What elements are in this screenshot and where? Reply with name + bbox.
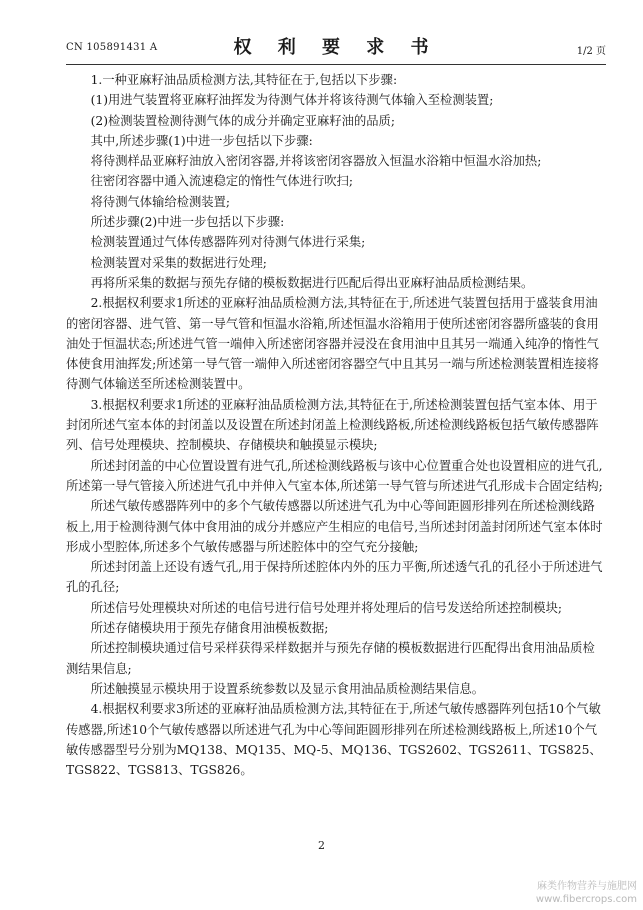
watermark-line-1: 麻类作物营养与施肥网 [537,881,637,892]
patent-number: CN 105891431 A [66,42,158,53]
claim-paragraph: 所述控制模块通过信号采样获得采样数据并与预先存储的模板数据进行匹配得出食用油品质检测结果信息; [66,641,595,676]
claim-paragraph: 检测装置通过气体传感器阵列对待测气体进行采集; [90,235,366,250]
claim-paragraph: 所述封闭盖上还设有透气孔,用于保持所述腔体内外的压力平衡,所述透气孔的孔径小于所述进气孔的孔径; [66,560,603,595]
claim-paragraph: 2.根据权利要求1所述的亚麻籽油品质检测方法,其特征在于,所述进气装置包括用于盛装食用油的密闭容器、进气管、第一导气管和恒温水浴箱,所述恒温水浴箱用于使所述密闭容器所盛装的食用油处于恒温状态;所述进气管一端伸入所述密闭容器并浸没在食用油中且其另一端通入纯净的惰性气体使食用油挥发;所述第一导气管一端伸入所述密闭容器空气中且其另一端与所述检测装置相连接将待测气体输送至所述检测装置中。 [66,296,599,392]
claim-paragraph: (2)检测装置检测待测气体的成分并确定亚麻籽油的品质; [90,113,395,128]
claims-body [66,70,606,780]
document-title: 权 利 要 求 书 [233,37,439,58]
document-header [66,30,606,60]
watermark-line-2: www.fibercrops.com [535,894,637,905]
claim-paragraph: 将待测气体输给检测装置; [90,194,231,209]
page-indicator: 1/2 页 [576,46,606,57]
claim-paragraph: 4.根据权利要求3所述的亚麻籽油品质检测方法,其特征在于,所述气敏传感器阵列包括10个气敏传感器,所述10个气敏传感器以所述进气孔为中心等间距圆形排列在所述检测线路板上,所述10个气敏传感器型号分别为MQ138、MQ135、MQ-5、MQ136、TGS2602、TGS2611、TGS825、TGS822、TGS813、TGS826。 [66,702,602,778]
claim-paragraph: 其中,所述步骤(1)中进一步包括以下步骤: [90,133,313,148]
claim-paragraph: 所述存储模块用于预先存储食用油模板数据; [90,621,329,636]
claim-paragraph: 所述触摸显示模块用于设置系统参数以及显示食用油品质检测结果信息。 [90,681,485,696]
claim-paragraph: 将待测样品亚麻籽油放入密闭容器,并将该密闭容器放入恒温水浴箱中恒温水浴加热; [90,154,542,169]
watermark [536,880,637,906]
claim-paragraph: 所述气敏传感器阵列中的多个气敏传感器以所述进气孔为中心等间距圆形排列在所述检测线路板上,用于检测待测气体中食用油的成分并感应产生相应的电信号,当所述封闭盖封闭所述气室本体时形成小型腔体,所述多个气敏传感器与所述腔体中的空气充分接触; [66,499,603,554]
claim-paragraph: 所述封闭盖的中心位置设置有进气孔,所述检测线路板与该中心位置重合处也设置相应的进气孔,所述第一导气管接入所述进气孔中并伸入气室本体,所述第一导气管与所述进气孔形成卡合固定结构; [66,458,603,493]
claim-paragraph: 3.根据权利要求1所述的亚麻籽油品质检测方法,其特征在于,所述检测装置包括气室本体、用于封闭所述气室本体的封闭盖以及设置在所述封闭盖上检测线路板,所述检测线路板包括气敏传感器阵列、信号处理模块、控制模块、存储模块和触摸显示模块; [66,397,599,453]
claim-paragraph: 1.一种亚麻籽油品质检测方法,其特征在于,包括以下步骤: [90,73,398,87]
header-rule [66,64,606,65]
page-number: 2 [318,839,325,852]
claim-paragraph: 所述步骤(2)中进一步包括以下步骤: [90,215,285,230]
claim-paragraph: 再将所采集的数据与预先存储的模板数据进行匹配后得出亚麻籽油品质检测结果。 [90,275,534,290]
claim-paragraph: 往密闭容器中通入流速稳定的惰性气体进行吹扫; [90,174,353,189]
claim-paragraph: 检测装置对采集的数据进行处理; [90,255,267,270]
claim-paragraph: 所述信号处理模块对所述的电信号进行信号处理并将处理后的信号发送给所述控制模块; [90,600,563,615]
claim-paragraph: (1)用进气装置将亚麻籽油挥发为待测气体并将该待测气体输入至检测装置; [90,93,494,108]
